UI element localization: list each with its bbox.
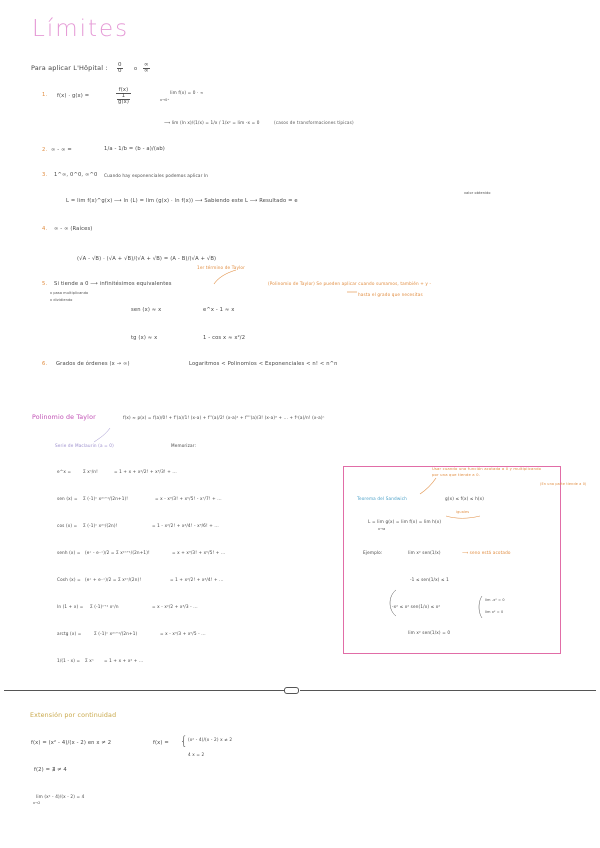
sandwich-note2: por una que tiende a 0. [432,472,481,477]
series-0-expand: = 1 + x + x²/2! + x³/3! + ... [114,469,177,474]
series-1-lhs: sen (x) = [57,496,78,501]
taylor-note-arrow [214,270,236,284]
item5-eq1-left: sen (x) ≈ x [131,307,162,313]
sandwich-note-arrow [420,478,436,494]
series-3-sum: (eˣ - e⁻ˣ)/2 = Σ x²ⁿ⁺¹/(2n+1)! [85,550,150,555]
series-1-expand: = x - x³/3! + x⁵/5! - x⁷/7! + ... [155,496,222,501]
sandwich-lim-sub: x→a [378,527,386,531]
item3-forms: 1^∞, 0^0, ∞^0 [54,172,98,178]
sandwich-title: Teorema del Sandwich [357,496,407,501]
sandwich-step2: -x² ≤ x² sen(1/x) ≤ x² [392,604,441,609]
item5-eq2-right: 1 - cos x ≈ x²/2 [203,335,246,341]
extension-limit: lim (x² - 4)/(x - 2) = 4 [36,794,85,799]
item2-expr: 1/a - 1/b = (b - a)/(ab) [104,146,165,152]
item3-desc: Cuando hay exponenciales podemos aplicar ln [104,173,209,178]
series-6-sum: Σ (-1)ⁿ x²ⁿ⁺¹/(2n+1) [94,631,138,636]
page-title: Límites [32,16,130,42]
item6-text: Grados de órdenes (x → ∞) [56,361,130,367]
sandwich-brace2: lim x² = 0 [485,610,504,614]
item1-number: 1. [42,92,48,98]
item5-text: Si tiende a 0 ⟶ infinitésimos equivalentes [54,281,172,287]
iguales-underline [446,516,480,518]
sandwich-note-side: (En una parte tiende a 0) [540,482,587,486]
series-6-lhs: arctg (x) = [57,631,82,636]
item5-number: 5. [42,281,48,287]
lhopital-form-inf: $\frac{\infty}{\infty}$ [144,62,149,74]
extension-case2: 4 x = 2 [188,752,205,757]
item1-chain: ⟶ lim (ln x)/(1/x) = 1/x / 1/x² = lim -x = 0 [164,120,260,125]
item1-fraction: $\frac{f(x)}{\frac{1}{g(x)}}$ [118,87,130,105]
item5-note-taylor: (Polinomio de Taylor) Se pueden aplicar cuando sumamos, también + y - [268,281,432,286]
series-4-sum: (eˣ + e⁻ˣ)/2 = Σ x²ⁿ/(2n)! [85,577,142,582]
extension-brace: { [180,734,188,748]
series-4-expand: = 1 + x²/2! + x⁴/4! + ... [170,577,224,582]
maclaurin-label: Serie de Maclaurin (a = 0) [55,443,114,448]
item2-number: 2. [42,147,48,153]
series-5-sum: Σ (-1)ⁿ⁺¹ xⁿ/n [90,604,119,609]
memorise-label: Memorizar: [171,443,197,448]
sandwich-brace1: lim -x² = 0 [485,598,505,602]
series-2-expand: = 1 - x²/2! + x⁴/4! - x⁶/6! + ... [152,523,219,528]
item6-number: 6. [42,361,48,367]
item1-chain-note: (casos de transformaciones típicas) [274,120,354,125]
item3-line: L = lim f(x)^g(x) ⟶ ln (L) = lim (g(x) · ln f(x)) ⟶ Sabiendo este L ⟶ Resultado = e [66,198,298,204]
result-brace [479,596,482,618]
sandwich-example-note: ⟶ seno está acotado [462,550,511,555]
item5-sub1: x pasa multiplicando [50,291,89,295]
series-2-lhs: cos (x) = [57,523,78,528]
series-0-lhs: e^x = [57,469,72,474]
maclaurin-arrow [94,428,110,442]
series-1-sum: Σ (-1)ⁿ x²ⁿ⁺¹/(2n+1)! [83,496,129,501]
series-5-lhs: ln (1 + x) = [57,604,84,609]
item3-sup: valor obtenido [464,191,491,195]
series-2-sum: Σ (-1)ⁿ x²ⁿ/(2n)! [83,523,118,528]
item1-side-top: lim f(x) = 0 · ∞ [170,90,204,95]
sandwich-conclusion: lim x² sen(1/x) = 0 [408,630,451,635]
extension-case1: (x² - 4)/(x - 2) x ≠ 2 [188,737,233,742]
extension-g-label: f(x) = [153,740,169,746]
item2-lhs: ∞ - ∞ = [51,147,72,153]
sandwich-iguales: iguales [456,510,470,514]
extension-limit-sub: x→2 [33,801,41,805]
lhopital-or: o [134,66,138,72]
series-0-sum: Σ xⁿ/n! [83,469,98,474]
sandwich-ineq: g(x) ≤ f(x) ≤ h(x) [445,496,485,501]
series-7-expand: = 1 + x + x² + ... [104,658,144,663]
series-3-expand: = x + x³/3! + x⁵/5! + ... [172,550,226,555]
extension-f2: f(2) = ∄ ≠ 4 [34,767,67,773]
extension-heading: Extensión por continuidad [30,712,117,719]
series-4-lhs: Cosh (x) = [57,577,81,582]
sandwich-ejemplo: Ejemplo: [363,550,383,555]
sandwich-lim-line: L = lim g(x) = lim f(x) = lim h(x) [368,519,442,524]
series-3-lhs: senh (x) = [57,550,81,555]
item5-note-taylor2: hasta el grado que necesitas [358,292,423,297]
series-7-sum: Σ xⁿ [85,658,94,663]
sandwich-step1: -1 ≤ sen(1/x) ≤ 1 [410,577,449,582]
item1-side-sub: x→0⁺ [160,98,170,102]
lhopital-form-0-0: $\frac{0}{0}$ [118,62,122,74]
item5-eq2-left: tg (x) ≈ x [131,335,158,341]
series-7-lhs: 1/(1 - x) = [57,658,81,663]
taylor-heading: Polinomio de Taylor [32,414,96,421]
sandwich-example: lim x² sen(1/x) [408,550,441,555]
item1-lhs: f(x) · g(x) = [57,93,90,99]
series-6-expand: = x - x³/3 + x⁵/5 - ... [160,631,206,636]
lhopital-heading: Para aplicar L'Hôpital : [31,64,108,72]
item3-number: 3. [42,172,48,178]
item4-lhs: ∞ - ∞ (Raíces) [54,226,93,232]
series-5-expand: = x - x²/2 + x³/3 - ... [152,604,198,609]
taylor-formula: f(x) ≈ p(x) = f(a)/0! + f'(a)/1! (x-a) + f''(a)/2! (x-a)² + f'''(a)/3! (x-a)³ + ... + fⁿ(a)/n! (x-a)ⁿ [123,415,325,420]
example-brace [390,590,396,616]
item6-chain: Logaritmos < Polinomios < Exponenciales < n! < n^n [189,361,338,367]
item4-expr: (√A - √B) · (√A + √B)/(√A + √B) = (A - B)/(√A + √B) [77,256,217,262]
item5-note-first: 1er término de Taylor [197,265,246,270]
item4-number: 4. [42,226,48,232]
sandwich-note1: Usar cuando una función acotada a 0 y multiplicando [432,466,542,471]
item5-sub2: x dividiendo [50,298,73,302]
item5-eq1-right: e^x - 1 ≈ x [203,307,235,313]
extension-f-def: f(x) = (x² - 4)/(x - 2) en x ≠ 2 [31,740,112,746]
